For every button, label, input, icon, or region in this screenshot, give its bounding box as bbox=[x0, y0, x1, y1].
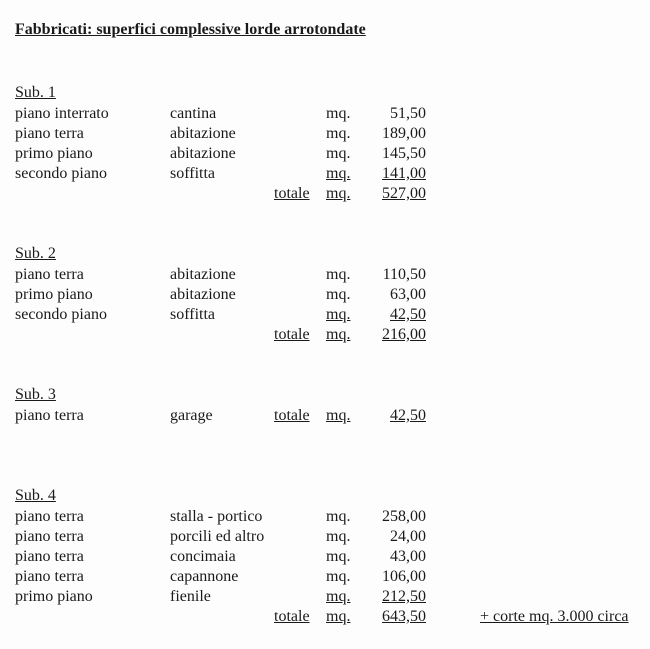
table-row bbox=[0, 587, 650, 607]
unit-cell: mq. bbox=[326, 266, 351, 283]
total-unit: mq. bbox=[326, 185, 351, 202]
floor-cell: piano terra bbox=[15, 407, 84, 424]
floor-cell: primo piano bbox=[15, 286, 93, 303]
total-value: 216,00 bbox=[382, 326, 426, 343]
value-cell: 24,00 bbox=[390, 528, 426, 545]
floor-cell: piano terra bbox=[15, 266, 84, 283]
total-label: totale bbox=[274, 608, 310, 625]
table-row bbox=[0, 507, 650, 527]
floor-cell: primo piano bbox=[15, 145, 93, 162]
section-label: Sub. 1 bbox=[15, 84, 56, 101]
use-cell: abitazione bbox=[170, 125, 236, 142]
floor-cell: piano terra bbox=[15, 548, 84, 565]
floor-cell: primo piano bbox=[15, 588, 93, 605]
table-row bbox=[0, 305, 650, 325]
table-row bbox=[0, 164, 650, 184]
table-row bbox=[0, 285, 650, 305]
floor-cell: piano terra bbox=[15, 508, 84, 525]
unit-cell: mq. bbox=[326, 165, 351, 182]
use-cell: abitazione bbox=[170, 145, 236, 162]
total-row bbox=[0, 607, 650, 627]
unit-cell: mq. bbox=[326, 286, 351, 303]
section-label: Sub. 3 bbox=[15, 386, 56, 403]
use-cell: capannone bbox=[170, 568, 239, 585]
table-row bbox=[0, 265, 650, 285]
total-value: 643,50 bbox=[382, 608, 426, 625]
total-unit: mq. bbox=[326, 326, 351, 343]
value-cell: 43,00 bbox=[390, 548, 426, 565]
value-cell: 110,50 bbox=[382, 266, 426, 283]
table-row bbox=[0, 144, 650, 164]
courtyard-note: + corte mq. 3.000 circa bbox=[480, 608, 629, 625]
unit-cell: mq. bbox=[326, 548, 351, 565]
use-cell: stalla - portico bbox=[170, 508, 263, 525]
value-cell: 51,50 bbox=[390, 105, 426, 122]
table-row bbox=[0, 567, 650, 587]
use-cell: soffitta bbox=[170, 165, 216, 182]
value-cell: 212,50 bbox=[382, 588, 426, 605]
total-row bbox=[0, 325, 650, 345]
table-row bbox=[0, 124, 650, 144]
value-cell: 145,50 bbox=[382, 145, 426, 162]
unit-cell: mq. bbox=[326, 306, 351, 323]
section-label: Sub. 4 bbox=[15, 487, 56, 504]
total-unit: mq. bbox=[326, 407, 351, 424]
table-row bbox=[0, 104, 650, 124]
floor-cell: piano terra bbox=[15, 125, 84, 142]
use-cell: abitazione bbox=[170, 286, 236, 303]
total-label: totale bbox=[274, 185, 310, 202]
unit-cell: mq. bbox=[326, 105, 351, 122]
floor-cell: piano terra bbox=[15, 528, 84, 545]
use-cell: abitazione bbox=[170, 266, 236, 283]
unit-cell: mq. bbox=[326, 508, 351, 525]
unit-cell: mq. bbox=[326, 528, 351, 545]
unit-cell: mq. bbox=[326, 568, 351, 585]
value-cell: 106,00 bbox=[382, 568, 426, 585]
floor-cell: piano interrato bbox=[15, 105, 109, 122]
value-cell: 258,00 bbox=[382, 508, 426, 525]
use-cell: garage bbox=[170, 407, 213, 424]
table-row bbox=[0, 547, 650, 567]
value-cell: 189,00 bbox=[382, 125, 426, 142]
total-unit: mq. bbox=[326, 608, 351, 625]
table-row bbox=[0, 527, 650, 547]
floor-cell: secondo piano bbox=[15, 306, 107, 323]
total-label: totale bbox=[274, 326, 310, 343]
use-cell: soffitta bbox=[170, 306, 216, 323]
value-cell: 63,00 bbox=[390, 286, 426, 303]
total-value: 527,00 bbox=[382, 185, 426, 202]
use-cell: fienile bbox=[170, 588, 211, 605]
use-cell: concimaia bbox=[170, 548, 236, 565]
unit-cell: mq. bbox=[326, 145, 351, 162]
total-label: totale bbox=[274, 407, 310, 424]
total-row bbox=[0, 184, 650, 204]
unit-cell: mq. bbox=[326, 125, 351, 142]
floor-cell: piano terra bbox=[15, 568, 84, 585]
value-cell: 141,00 bbox=[382, 165, 426, 182]
total-value: 42,50 bbox=[390, 407, 426, 424]
document-title: Fabbricati: superfici complessive lorde arrotondate bbox=[15, 21, 366, 38]
floor-cell: secondo piano bbox=[15, 165, 107, 182]
use-cell: cantina bbox=[170, 105, 217, 122]
unit-cell: mq. bbox=[326, 588, 351, 605]
total-row bbox=[0, 406, 650, 426]
value-cell: 42,50 bbox=[390, 306, 426, 323]
use-cell: porcili ed altro bbox=[170, 528, 265, 545]
section-label: Sub. 2 bbox=[15, 245, 56, 262]
